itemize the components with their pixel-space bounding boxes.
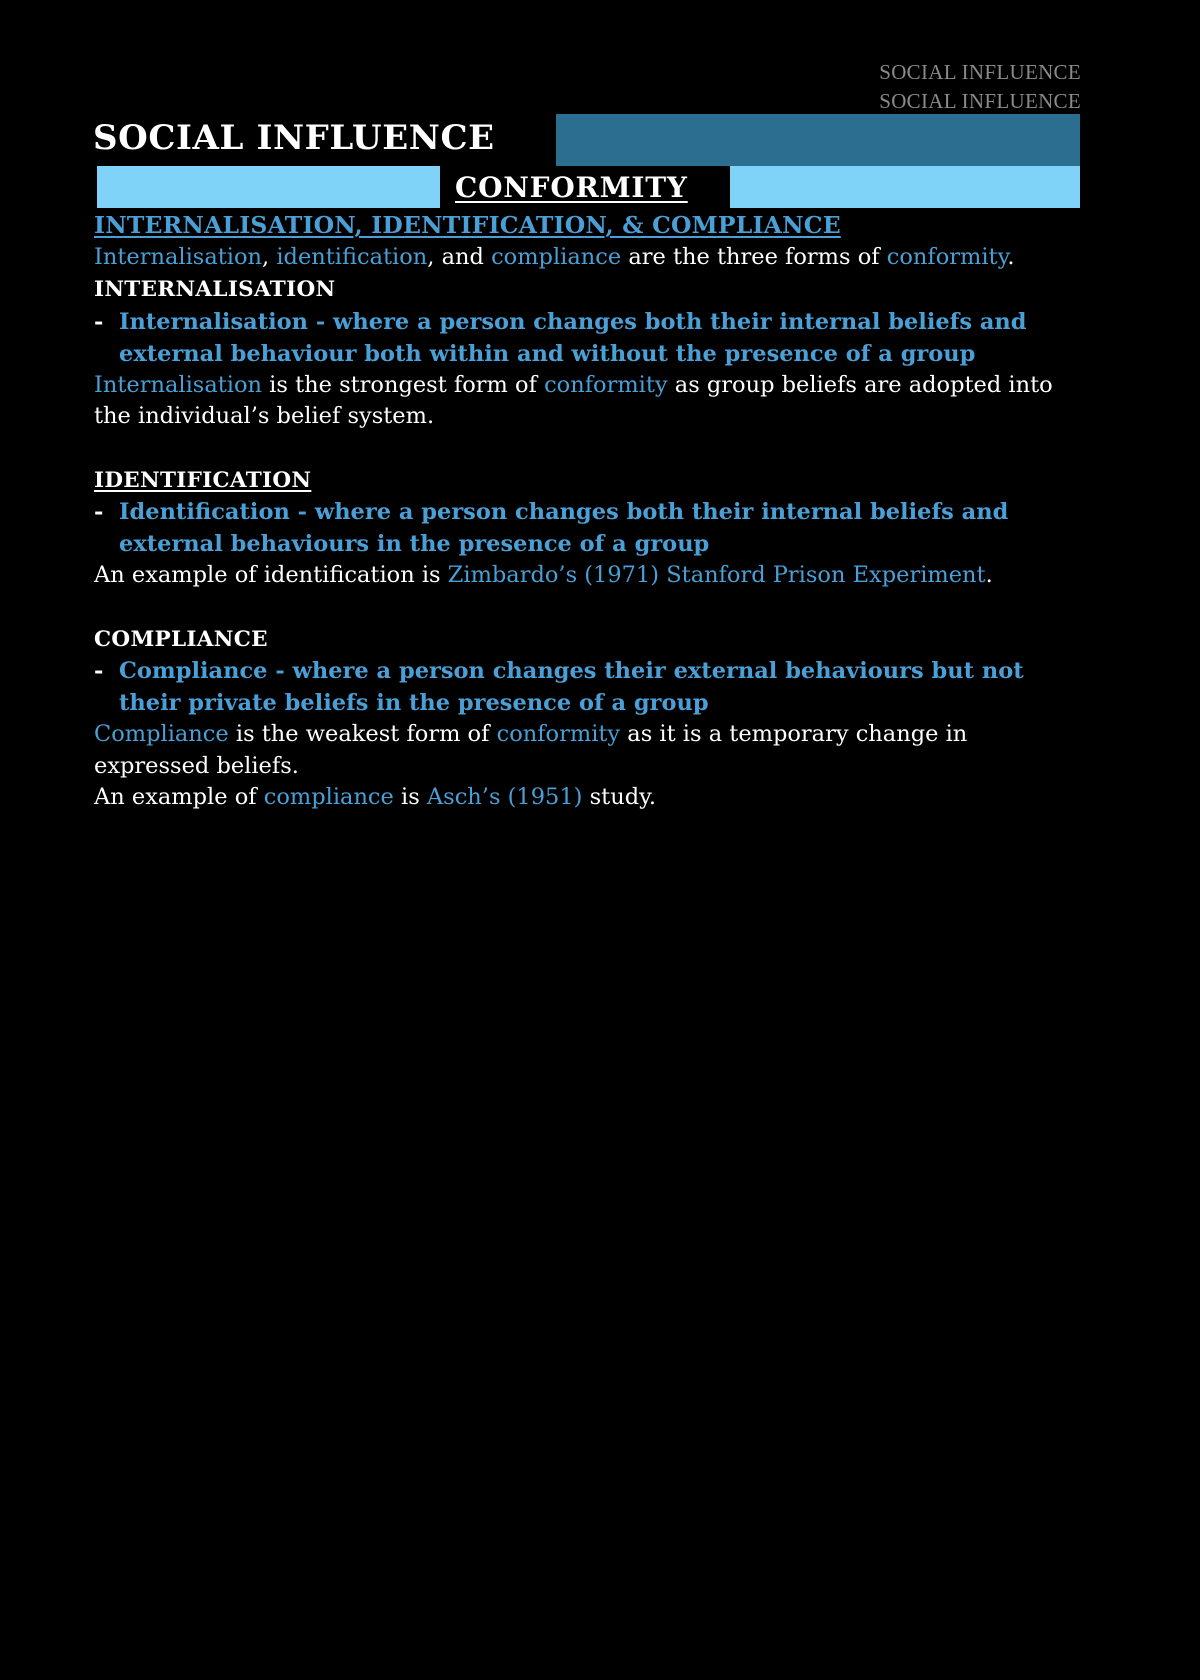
- term-link: identification: [276, 243, 428, 270]
- term-link: compliance: [491, 243, 622, 270]
- running-header-line: SOCIAL INFLUENCE: [879, 60, 1081, 84]
- identification-paragraph: An example of identification is Zimbardo’s (1971) Stanford Prison Experiment.: [94, 562, 993, 588]
- subtitle-banner: [97, 166, 1080, 208]
- definition-text: Identification - where a person changes both their internal beliefs and external behaviours in the presence of a group: [119, 499, 1009, 557]
- definition-text: Internalisation - where a person changes both their internal beliefs and external behaviour both within and without the presence of a group: [119, 308, 1027, 367]
- running-header: [879, 58, 1081, 116]
- subtitle-accent-bar-left: [97, 166, 440, 208]
- definition-text: Compliance - where a person changes their external behaviours but not their private beliefs in the presence of a group: [119, 658, 1024, 716]
- identification-heading: IDENTIFICATION: [94, 467, 312, 493]
- compliance-definition: [94, 655, 1084, 719]
- term-link: conformity: [886, 243, 1008, 270]
- section-heading: INTERNALISATION, IDENTIFICATION, & COMPLIANCE: [94, 211, 841, 239]
- compliance-heading: COMPLIANCE: [94, 626, 268, 652]
- title-banner: [93, 114, 1080, 166]
- subtitle: CONFORMITY: [455, 171, 688, 204]
- page-title: SOCIAL INFLUENCE: [93, 118, 495, 158]
- subtitle-accent-bar-right: [730, 166, 1080, 208]
- compliance-paragraph: Compliance is the weakest form of conformity as it is a temporary change in expressed beliefs.: [94, 721, 968, 779]
- internalisation-definition: [94, 306, 1084, 370]
- running-header-line: SOCIAL INFLUENCE: [879, 89, 1081, 113]
- bullet-dash: -: [94, 499, 104, 525]
- bullet-dash: -: [94, 308, 104, 335]
- internalisation-paragraph: Internalisation is the strongest form of conformity as group beliefs are adopted into the individual’s belief system.: [94, 371, 1053, 429]
- term-link: Internalisation: [94, 243, 263, 270]
- compliance-example: An example of compliance is Asch’s (1951) study.: [94, 784, 656, 810]
- bullet-dash: -: [94, 658, 104, 684]
- intro-paragraph: Internalisation, identification, and compliance are the three forms of conformity.: [94, 243, 1015, 270]
- internalisation-heading: INTERNALISATION: [94, 277, 336, 302]
- notes-content: [94, 210, 1084, 814]
- identification-definition: [94, 496, 1084, 560]
- title-accent-bar: [556, 114, 1080, 166]
